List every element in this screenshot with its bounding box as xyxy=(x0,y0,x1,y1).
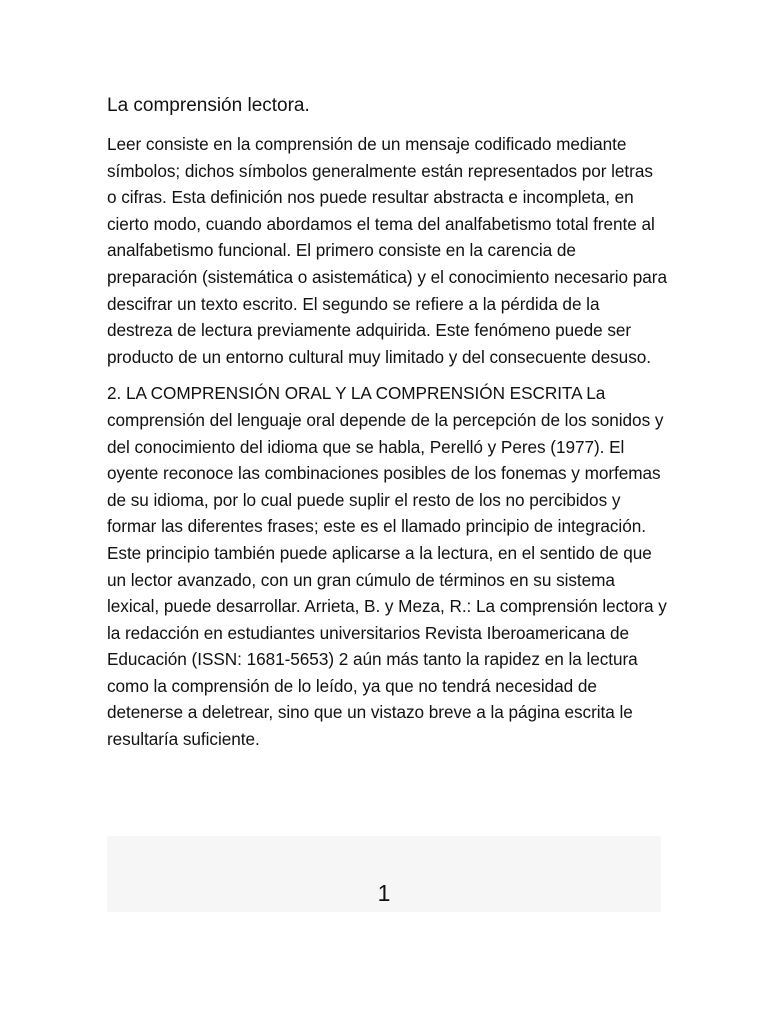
paragraph-intro: Leer consiste en la comprensión de un mensaje codificado mediante símbolos; dichos símbolos generalmente están representados por letras o cifras. Esta definición nos puede resultar abstracta e incompleta, en cierto modo, cuando abordamos el tema del analfabetismo total frente al analfabetismo funcional. El primero consiste en la carencia de preparación (sistemática o asistemática) y el conocimiento necesario para descifrar un texto escrito. El segundo se refiere a la pérdida de la destreza de lectura previamente adquirida. Este fenómeno puede ser producto de un entorno cultural muy limitado y del consecuente desuso. xyxy=(107,134,667,367)
document-body xyxy=(107,93,667,763)
page-number: 1 xyxy=(377,880,391,906)
document-title: La comprensión lectora. xyxy=(107,95,310,116)
page-footer xyxy=(107,836,661,912)
paragraph-oral-written-comprehension: 2. LA COMPRENSIÓN ORAL Y LA COMPRENSIÓN ESCRITA La comprensión del lenguaje oral depende de la percepción de los sonidos y del conocimiento del idioma que se habla, Perelló y Peres (1977). El oyente reconoce las combinaciones posibles de los fonemas y morfemas de su idioma, por lo cual puede suplir el resto de los no percibidos y formar las diferentes frases; este es el llamado principio de integración. Este principio también puede aplicarse a la lectura, en el sentido de que un lector avanzado, con un gran cúmulo de términos en su sistema lexical, puede desarrollar. Arrieta, B. y Meza, R.: La comprensión lectora y la redacción en estudiantes universitarios Revista Iberoamericana de Educación (ISSN: 1681-5653) 2 aún más tanto la rapidez en la lectura como la comprensión de lo leído, ya que no tendrá necesidad de detenerse a deletrear, sino que un vistazo breve a la página escrita le resultaría suficiente. xyxy=(107,383,667,750)
